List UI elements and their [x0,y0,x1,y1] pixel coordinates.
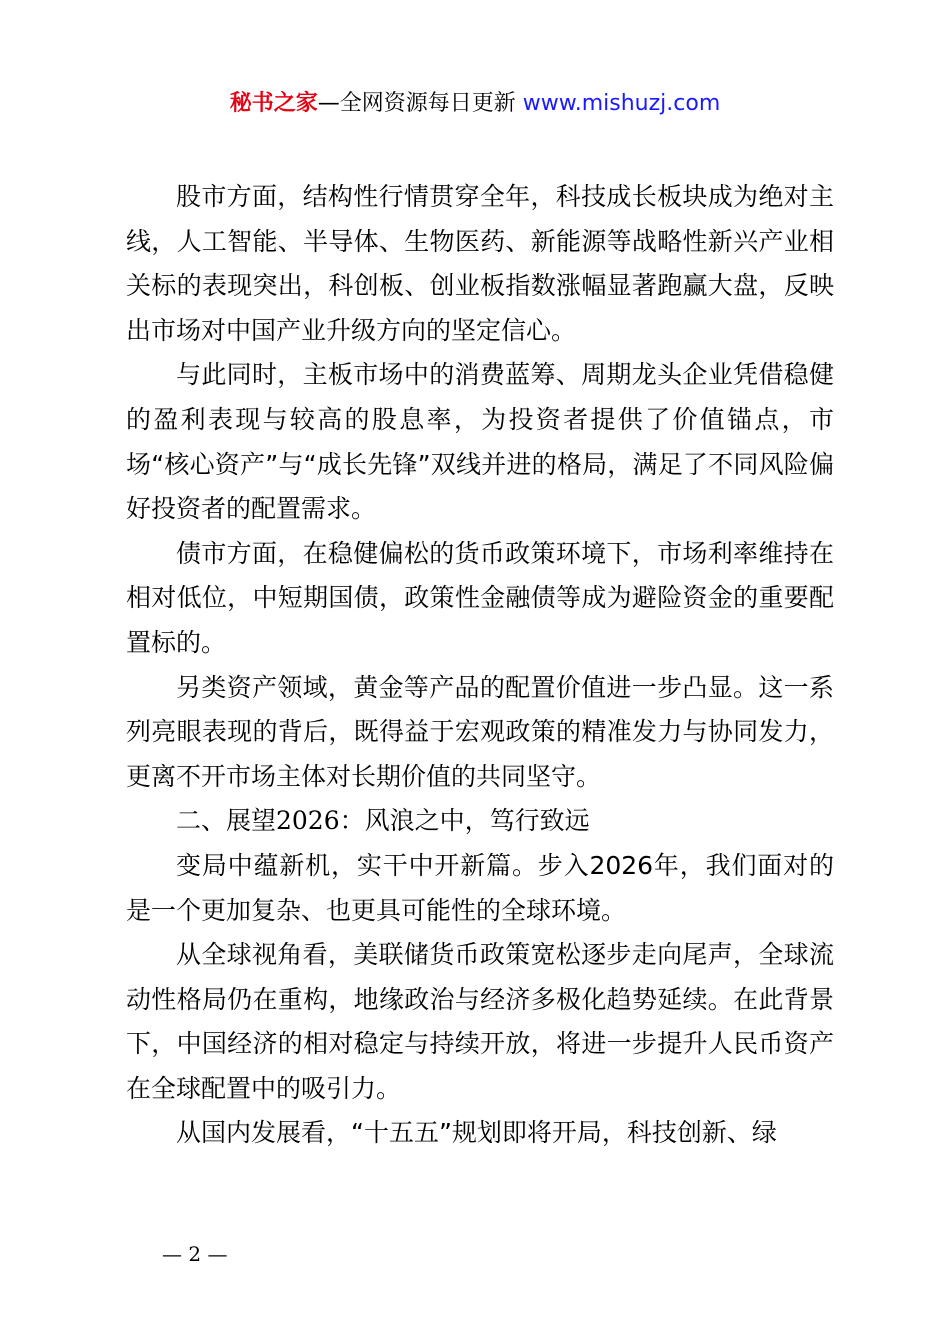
section-heading-outlook-2026: 二、展望2026：风浪之中，笃行致远 [176,806,590,836]
paragraph-alternative-assets: 另类资产领域，黄金等产品的配置价值进一步凸显。这一系列亮眼表现的背后，既得益于宏观政策的精准发力与协同发力，更离不开市场主体对长期价值的共同坚守。 [126,672,834,791]
paragraph-new-opportunities: 变局中蕴新机，实干中开新篇。步入2026年，我们面对的是一个更加复杂、也更具可能性的全球环境。 [126,850,834,925]
paragraph-bond-market: 债市方面，在稳健偏松的货币政策环境下，市场利率维持在相对低位，中短期国债，政策性金融债等成为避险资金的重要配置标的。 [126,538,834,657]
paragraph-stock-market: 股市方面，结构性行情贯穿全年，科技成长板块成为绝对主线，人工智能、半导体、生物医药、新能源等战略性新兴产业相关标的表现突出，科创板、创业板指数涨幅显著跑赢大盘，反映出市场对中国产业升级方向的坚定信心。 [126,182,834,345]
brand-name: 秘书之家 [229,91,318,116]
paragraph-domestic-view: 从国内发展看，“十五五”规划即将开局，科技创新、绿 [176,1118,777,1148]
header-tagline: —全网资源每日更新 [317,91,516,116]
site-url-link[interactable]: www.mishuzj.com [522,91,721,116]
site-header [0,88,950,120]
document-body [126,175,834,1156]
paragraph-main-board: 与此同时，主板市场中的消费蓝筹、周期龙头企业凭借稳健的盈利表现与较高的股息率，为投资者提供了价值锚点，市场“核心资产”与“成长先锋”双线并进的格局，满足了不同风险偏好投资者的配置需求。 [126,360,834,524]
paragraph-global-view: 从全球视角看，美联储货币政策宽松逐步走向尾声，全球流动性格局仍在重构，地缘政治与经济多极化趋势延续。在此背景下，中国经济的相对稳定与持续开放，将进一步提升人民币资产在全球配置中的吸引力。 [126,940,834,1103]
page-number: — 2 — [162,1242,228,1266]
